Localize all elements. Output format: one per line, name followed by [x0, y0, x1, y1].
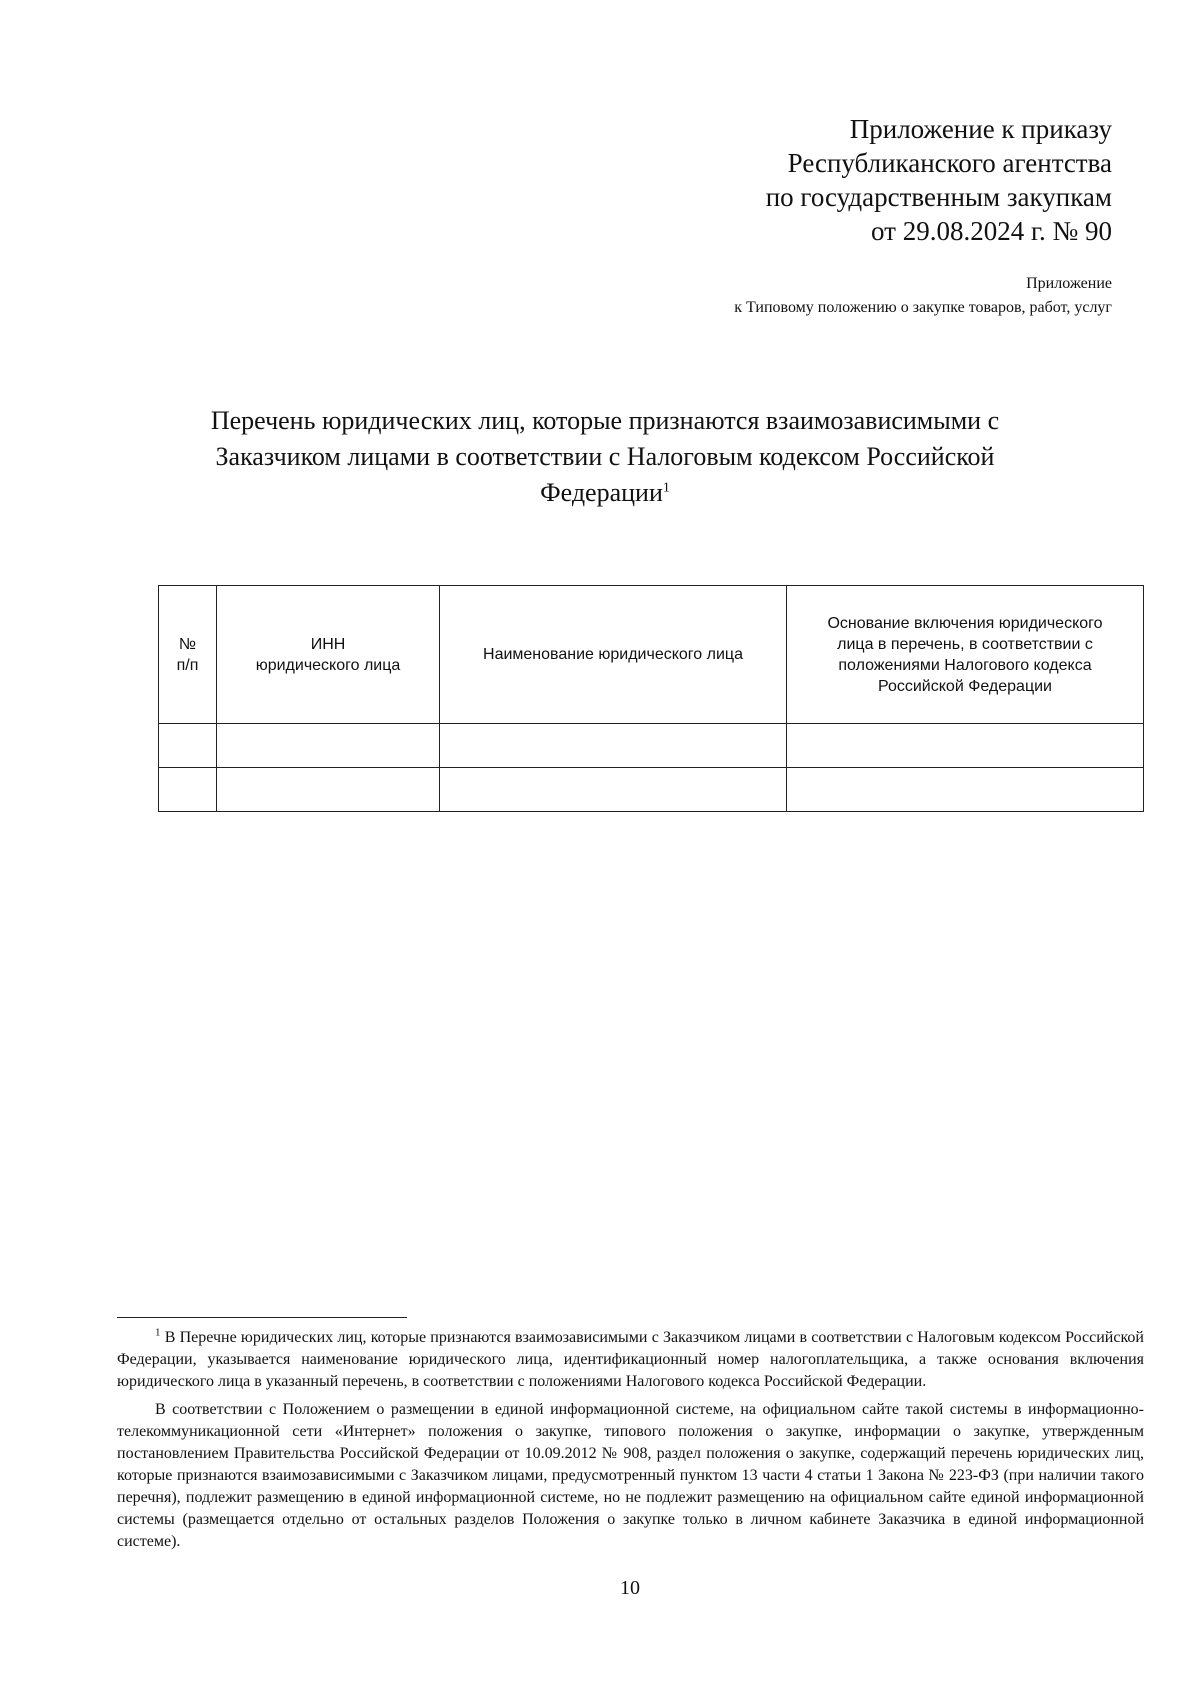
footnote-paragraph	[117, 1327, 1144, 1393]
header-line: Приложение к приказу	[849, 114, 1112, 144]
header-entity-name	[440, 586, 787, 724]
header-text: юридического лица	[255, 656, 401, 674]
page-number: 10	[620, 1577, 640, 1599]
header-inclusion-basis	[787, 586, 1144, 724]
header-line: Республиканского агентства	[787, 148, 1112, 178]
table-header-row	[159, 586, 1144, 724]
table-cell	[159, 768, 217, 812]
table-row	[159, 768, 1144, 812]
header-text: положениями Налогового кодекса	[838, 656, 1092, 674]
interdependent-entities-table	[158, 585, 1144, 812]
header-text: Российской Федерации	[878, 677, 1052, 695]
header-text: Основание включения юридического	[827, 614, 1103, 632]
header-text: п/п	[176, 656, 199, 674]
table-cell	[217, 724, 440, 768]
title-line: Перечень юридических лиц, которые признаются взаимозависимыми с	[210, 406, 1000, 435]
table-cell	[787, 724, 1144, 768]
table-cell	[440, 768, 787, 812]
footnote-mark: 1	[155, 1326, 161, 1339]
subheader-line: к Типовому положению о закупке товаров, работ, услуг	[734, 299, 1112, 316]
title-line-last	[150, 475, 1060, 511]
document-title	[150, 403, 1060, 511]
subheader-line: Приложение	[1026, 275, 1112, 292]
footnote-paragraph: В соответствии с Положением о размещении в единой информационной системе, на официальном сайте такой системы в информационно-телекоммуникационной сети «Интернет» положения о закупке, типового положения о закупке, информации о закупке, утвержденным постановлением Правительства Российской Федерации от 10.09.2012 № 908, раздел положения о закупке, содержащий перечень юридических лиц, которые признаются взаимозависимыми с Заказчиком лицами, предусмотренный пунктом 13 части 4 статьи 1 Закона № 223-ФЗ (при наличии такого перечня), подлежит размещению в единой информационной системе, но не подлежит размещению на официальном сайте единой информационной системы (размещается отдельно от остальных разделов Положения о закупке только в личном кабинете Заказчика в единой информационной системе).	[117, 1401, 1144, 1550]
header-number	[159, 586, 217, 724]
regulation-appendix-header	[734, 272, 1112, 320]
header-line: по государственным закупкам	[765, 182, 1112, 212]
footnotes	[117, 1327, 1144, 1559]
footnote-text: В Перечне юридических лиц, которые признаются взаимозависимыми с Заказчиком лицами в соответствии с Налоговым кодексом Российской Федерации, указывается наименование юридического лица, идентификационный номер налогоплательщика, а также основания включения юридического лица в указанный перечень, в соответствии с положениями Налогового кодекса Российской Федерации.	[117, 1329, 1144, 1390]
footnote-reference: 1	[662, 480, 670, 496]
table-cell	[217, 768, 440, 812]
title-line: Федерации	[540, 478, 663, 507]
table-row	[159, 724, 1144, 768]
header-text: №	[178, 635, 197, 653]
header-inn	[217, 586, 440, 724]
header-line: от 29.08.2024 г. № 90	[871, 216, 1112, 246]
title-line: Заказчиком лицами в соответствии с Налоговым кодексом Российской	[215, 442, 995, 471]
order-appendix-header	[766, 112, 1112, 248]
header-text: ИНН	[310, 635, 346, 653]
footnote-divider	[117, 1317, 407, 1318]
table-cell	[159, 724, 217, 768]
table-cell	[787, 768, 1144, 812]
header-text: Наименование юридического лица	[483, 646, 743, 663]
header-text: лица в перечень, в соответствии с	[837, 635, 1093, 653]
table-cell	[440, 724, 787, 768]
